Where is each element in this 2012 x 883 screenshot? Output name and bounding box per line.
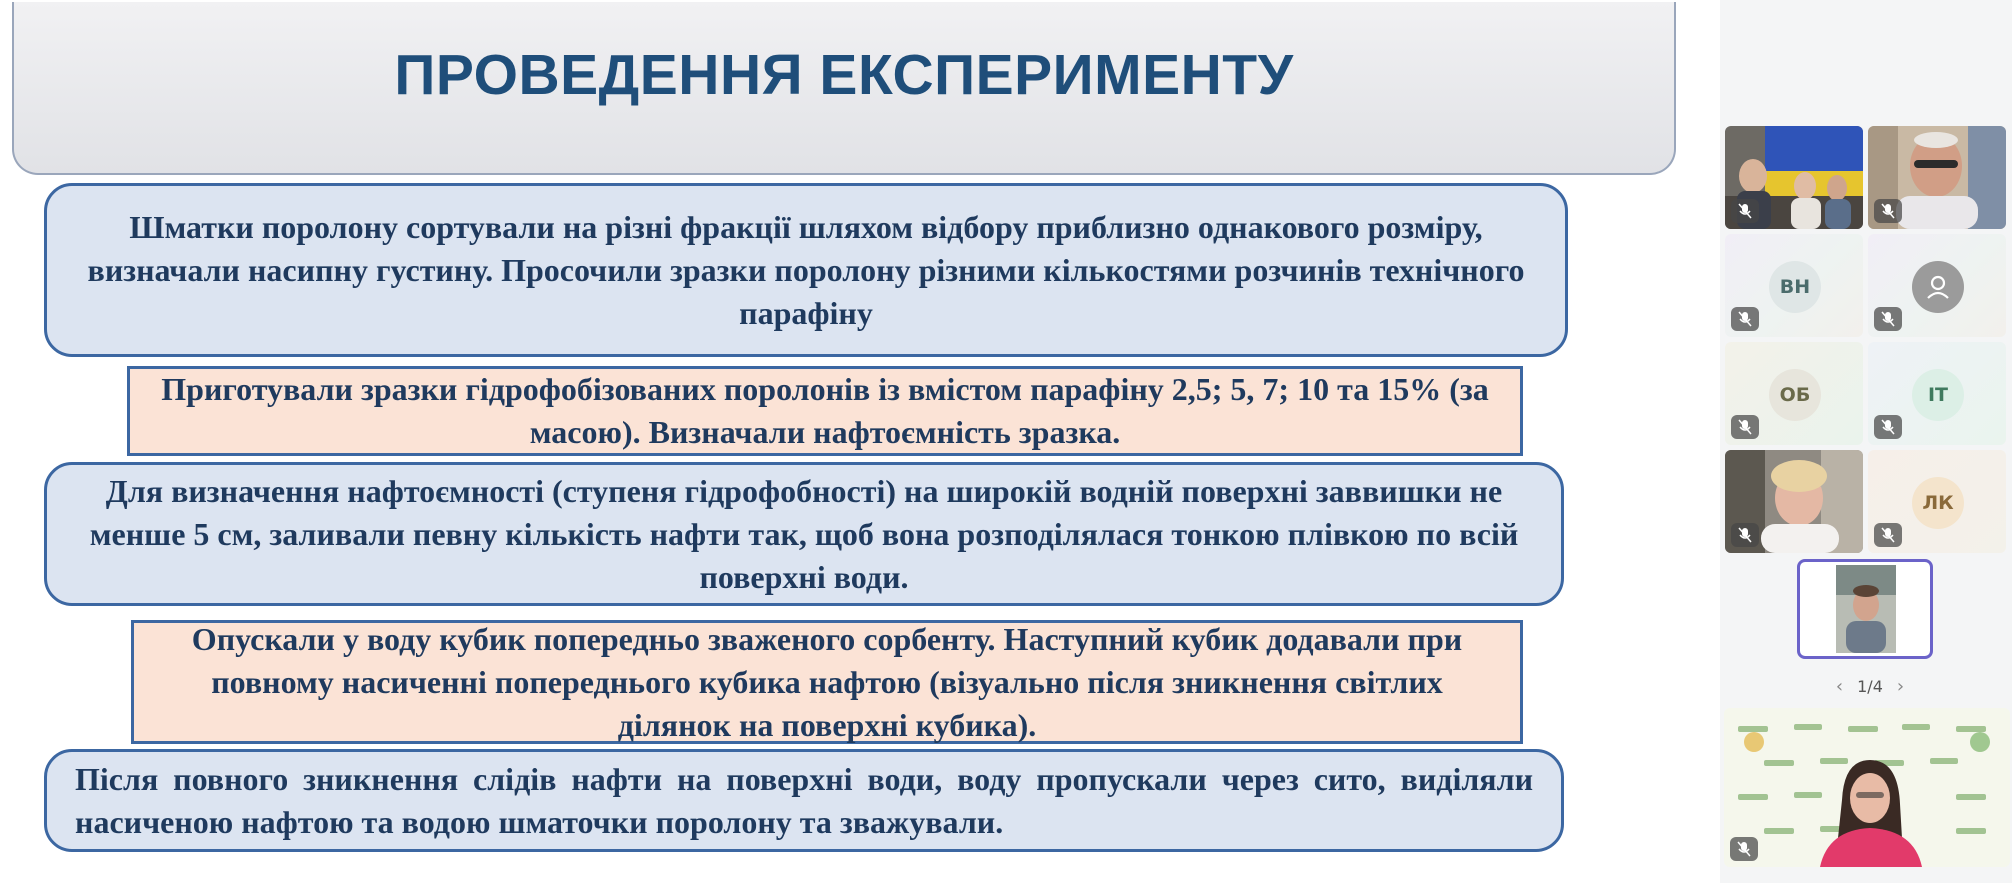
- participant-initials-avatar: ВН: [1769, 261, 1821, 313]
- chevron-right-icon[interactable]: ›: [1896, 675, 1905, 697]
- slide-title-banner: [12, 2, 1676, 175]
- muted-mic-icon: [1874, 307, 1902, 331]
- page-indicator: 1/4: [1857, 676, 1883, 696]
- participant-tile-it[interactable]: [1868, 342, 2006, 445]
- slide-step-box-1: Шматки поролону сортували на різні фракції шляхом відбору приблизно однакового розміру, визначали насипну густину. Просочили зразки поролону різними кількостями розчинів технічного парафіну: [44, 183, 1568, 357]
- presenter-video-feed: [1724, 708, 2010, 867]
- chevron-left-icon[interactable]: ‹: [1835, 675, 1844, 697]
- participant-initials-avatar: ОБ: [1769, 369, 1821, 421]
- muted-mic-icon: [1874, 523, 1902, 547]
- slide-step-box-4: Опускали у воду кубик попередньо зваженого сорбенту. Наступний кубик додавали при повному насиченні попереднього кубика нафтою (візуально після зникнення світлих ділянок на поверхні кубика).: [131, 620, 1523, 744]
- slide-title: ПРОВЕДЕННЯ ЕКСПЕРИМЕНТУ: [394, 43, 1294, 107]
- user-silhouette-icon: [1912, 261, 1964, 313]
- muted-mic-icon: [1874, 199, 1902, 223]
- participant-video-feed: [1836, 565, 1896, 653]
- participant-tile-vn[interactable]: [1725, 234, 1863, 337]
- slide-step-box-3: Для визначення нафтоємності (ступеня гідрофобності) на широкій водній поверхні заввишки не менше 5 см, заливали певну кількість нафти так, щоб вона розподілялася тонкою плівкою по всій поверхні води.: [44, 462, 1564, 606]
- active-speaker-tile[interactable]: [1797, 559, 1933, 659]
- participant-video-tile-2[interactable]: [1868, 126, 2006, 229]
- participant-video-tile-1[interactable]: [1725, 126, 1863, 229]
- participant-video-tile-3[interactable]: [1725, 450, 1863, 553]
- muted-mic-icon: [1731, 415, 1759, 439]
- muted-mic-icon: [1730, 837, 1758, 861]
- participant-initials-avatar: ІТ: [1912, 369, 1964, 421]
- slide-step-box-2: Приготували зразки гідрофобізованих поролонів із вмістом парафіну 2,5; 5, 7; 10 та 15% (за масою). Визначали нафтоємність зразка.: [127, 366, 1523, 456]
- slide-step-box-5: Після повного зникнення слідів нафти на поверхні води, воду пропускали через сито, виділяли насиченою нафтою та водою шматочки поролону та зважували.: [44, 749, 1564, 852]
- participant-initials-avatar: ЛК: [1912, 477, 1964, 529]
- participant-tile-anonymous[interactable]: [1868, 234, 2006, 337]
- participants-pagination: [1820, 674, 1920, 698]
- participant-tile-lk[interactable]: [1868, 450, 2006, 553]
- presenter-video-tile[interactable]: [1724, 708, 2010, 867]
- muted-mic-icon: [1731, 307, 1759, 331]
- muted-mic-icon: [1731, 523, 1759, 547]
- participant-tile-ob[interactable]: [1725, 342, 1863, 445]
- muted-mic-icon: [1874, 415, 1902, 439]
- muted-mic-icon: [1731, 199, 1759, 223]
